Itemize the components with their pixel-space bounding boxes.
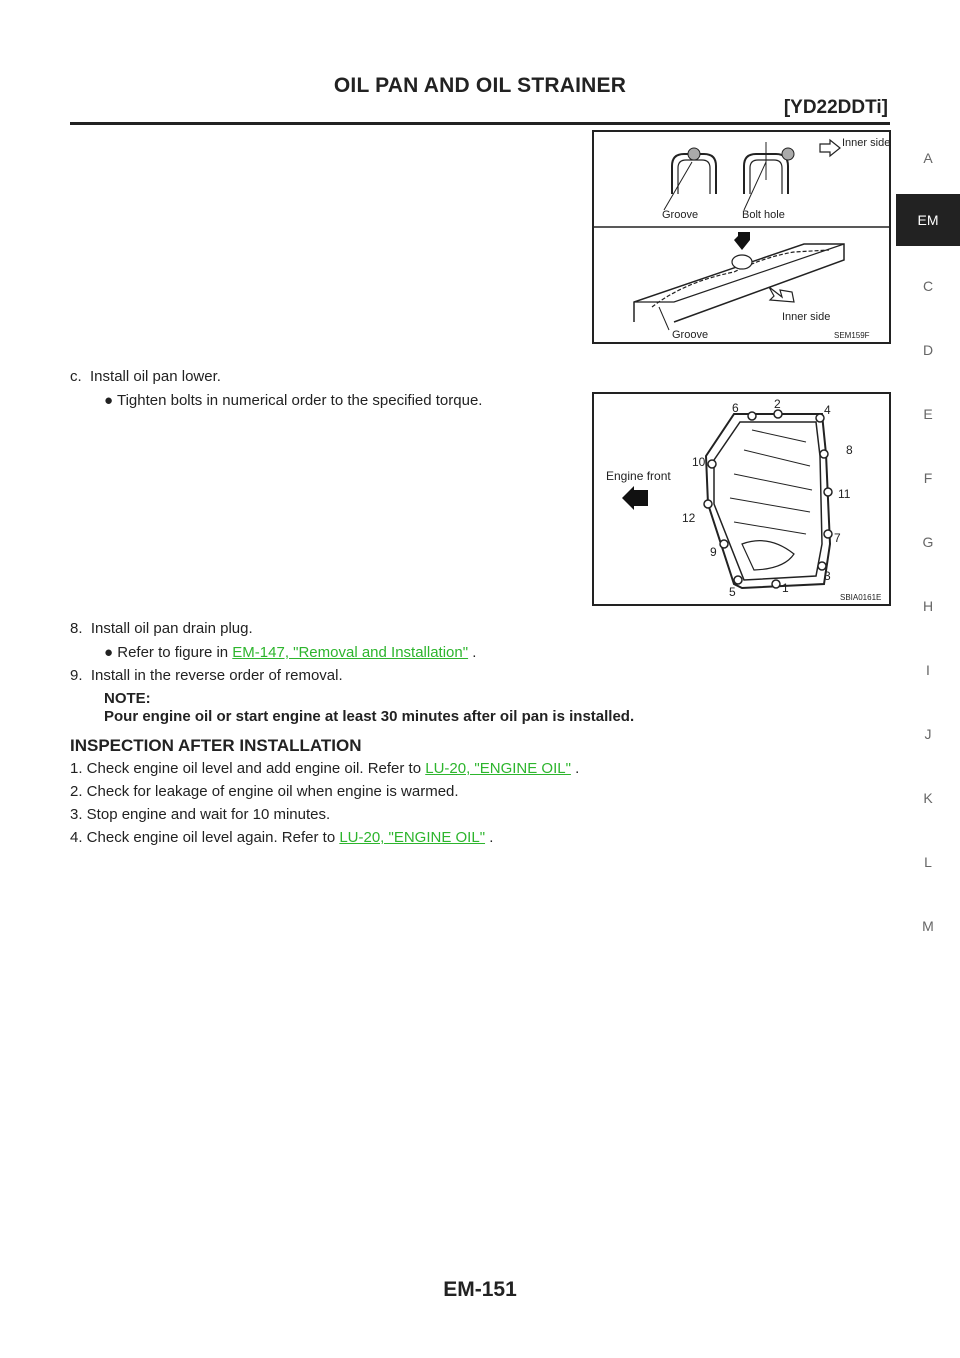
bolt-4: 4 <box>824 403 831 417</box>
engine-front-arrow-icon <box>622 486 648 510</box>
step-marker: 9. <box>70 667 83 684</box>
liquid-gasket-figure <box>592 130 891 344</box>
liquid-gasket-diagram <box>594 132 889 342</box>
bullet-icon: ● <box>104 644 114 661</box>
page-title: OIL PAN AND OIL STRAINER <box>333 74 627 97</box>
step-marker: 8. <box>70 620 83 637</box>
label-inner-side-top: Inner side <box>842 137 889 149</box>
step-8-bullet <box>104 644 476 662</box>
bolt-order-figure <box>592 392 891 606</box>
link-em-147[interactable]: EM-147, "Removal and Installation" <box>232 644 469 661</box>
label-engine-front: Engine front <box>606 469 671 483</box>
bolt-1: 1 <box>782 581 789 595</box>
step-8 <box>70 620 253 638</box>
bolt-8: 8 <box>846 443 853 457</box>
item-suffix: . <box>570 760 580 777</box>
inspection-item-1 <box>70 760 579 778</box>
bolt-7: 7 <box>834 531 841 545</box>
tab-g[interactable]: G <box>922 534 934 550</box>
item-suffix: . <box>485 829 494 846</box>
item-text: 4. Check engine oil level again. Refer to <box>70 829 340 846</box>
bolt-order-diagram <box>594 394 889 604</box>
step-marker: c. <box>70 368 82 385</box>
bolt-11: 11 <box>838 487 851 501</box>
bolt-5: 5 <box>729 585 736 599</box>
item-text: 3. Stop engine and wait for 10 minutes. <box>70 806 331 823</box>
bullet-text: Refer to figure in <box>117 644 233 661</box>
tab-i[interactable]: I <box>926 662 930 678</box>
step-text: Install in the reverse order of removal. <box>90 667 343 684</box>
item-text: 1. Check engine oil level and add engine oil. Refer to <box>70 760 426 777</box>
item-text: 2. Check for leakage of engine oil when engine is warmed. <box>70 783 459 800</box>
step-c-bullet <box>104 392 482 410</box>
tab-em[interactable]: EM <box>896 194 960 246</box>
tab-h[interactable]: H <box>922 598 934 614</box>
bullet-suffix: . <box>468 644 477 661</box>
step-text: Install oil pan lower. <box>90 368 221 385</box>
tab-c[interactable]: C <box>922 278 934 294</box>
bolt-3: 3 <box>824 569 831 583</box>
figure-code: SEM159F <box>834 331 870 340</box>
bolt-2: 2 <box>774 397 781 411</box>
label-groove-top: Groove <box>662 209 699 221</box>
label-bolt-hole: Bolt hole <box>742 209 785 221</box>
inspection-item-3 <box>70 806 330 824</box>
note-text: Pour engine oil or start engine at least 30 minutes after oil pan is installed. <box>104 708 635 725</box>
bolt-9: 9 <box>710 545 717 559</box>
link-lu-20[interactable]: LU-20, "ENGINE OIL" <box>425 760 571 777</box>
tab-l[interactable]: L <box>924 854 932 870</box>
header-rule <box>70 122 890 125</box>
bolt-6: 6 <box>732 401 739 415</box>
inspection-item-2 <box>70 783 459 801</box>
note-label: NOTE: <box>104 690 151 707</box>
tab-a[interactable]: A <box>923 150 933 166</box>
step-c <box>70 368 221 386</box>
bullet-text: Tighten bolts in numerical order to the specified torque. <box>116 392 483 409</box>
link-lu-20[interactable]: LU-20, "ENGINE OIL" <box>339 829 486 846</box>
section-heading: INSPECTION AFTER INSTALLATION <box>70 736 362 755</box>
tab-f[interactable]: F <box>923 470 933 486</box>
tab-m[interactable]: M <box>922 918 934 934</box>
tab-d[interactable]: D <box>922 342 934 358</box>
bolt-12: 12 <box>682 511 696 525</box>
tab-e[interactable]: E <box>923 406 933 422</box>
bolt-10: 10 <box>692 455 706 469</box>
figure-code: SBIA0161E <box>840 593 882 602</box>
label-groove-bottom: Groove <box>672 329 709 341</box>
step-9 <box>70 667 343 685</box>
bullet-icon: ● <box>104 392 114 409</box>
page-number: EM-151 <box>443 1278 517 1301</box>
label-inner-side-bottom: Inner side <box>782 311 831 323</box>
step-text: Install oil pan drain plug. <box>90 620 253 637</box>
engine-code: [YD22DDTi] <box>783 97 888 118</box>
tab-j[interactable]: J <box>924 726 932 742</box>
inspection-item-4 <box>70 829 493 847</box>
tab-k[interactable]: K <box>923 790 933 806</box>
